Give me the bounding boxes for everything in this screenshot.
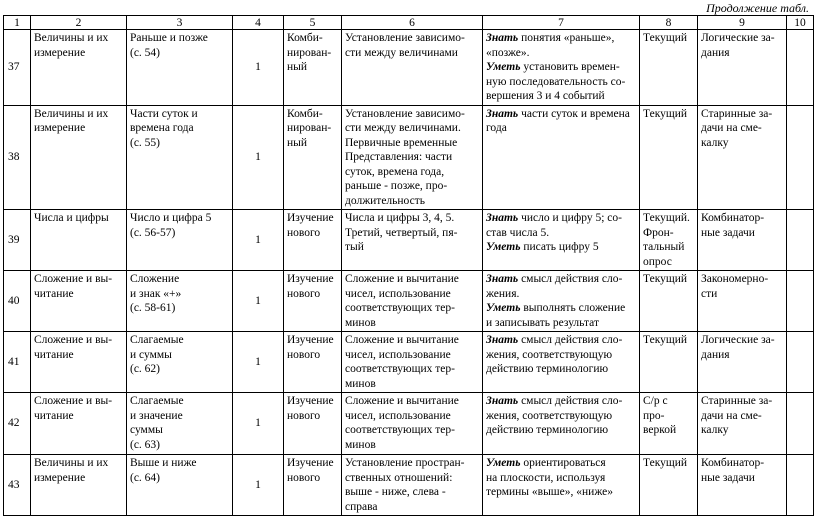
extra-cell-line: Старинные за- bbox=[701, 107, 773, 120]
topic-cell bbox=[127, 393, 233, 455]
topic-cell-line: Части суток и bbox=[130, 107, 198, 120]
content-cell-line: соответствующих тер- bbox=[345, 302, 455, 314]
row-number: 42 bbox=[4, 393, 31, 455]
requirements-cell bbox=[483, 105, 640, 210]
requirements-cell bbox=[483, 271, 640, 332]
section-cell-line: читание bbox=[34, 287, 74, 300]
requirement-text: вершения 3 и 4 событий bbox=[486, 90, 605, 102]
requirement-keyword: Знать bbox=[486, 334, 519, 346]
content-cell bbox=[342, 210, 483, 271]
header-cell-5: 5 bbox=[284, 16, 342, 30]
section-cell-line: Числа и цифры bbox=[34, 212, 109, 224]
control-cell-line: С/р с bbox=[643, 395, 668, 407]
lesson-type-cell-line: ный bbox=[287, 136, 308, 149]
row-number: 41 bbox=[4, 332, 31, 393]
requirement-text: жения, соответствующую bbox=[486, 348, 613, 361]
requirements-cell bbox=[483, 332, 640, 393]
topic-cell bbox=[127, 271, 233, 332]
topic-cell-line: (с. 63) bbox=[130, 438, 161, 451]
requirement-keyword: Уметь bbox=[486, 457, 521, 469]
requirement-text: действию терминологию bbox=[486, 424, 609, 436]
content-cell-line: ственных отношений: bbox=[345, 471, 453, 484]
requirement-text: выполнять сложение bbox=[520, 302, 626, 314]
requirement-text: писать цифру 5 bbox=[520, 241, 599, 253]
row-number: 43 bbox=[4, 455, 31, 516]
content-cell bbox=[342, 30, 483, 106]
content-cell-line: соответствующих тер- bbox=[345, 363, 455, 375]
header-cell-1: 1 bbox=[4, 16, 31, 30]
topic-cell-line: времена года bbox=[130, 122, 194, 134]
requirement-text: на плоскости, используя bbox=[486, 471, 606, 484]
row-number: 38 bbox=[4, 105, 31, 210]
topic-cell-line: Выше и ниже bbox=[130, 457, 197, 469]
lesson-type-cell bbox=[284, 393, 342, 455]
lesson-type-cell-line: Комби- bbox=[287, 32, 323, 44]
topic-cell-line: Раньше и позже bbox=[130, 32, 208, 44]
control-cell-line: Текущий bbox=[643, 273, 688, 285]
hours-cell: 1 bbox=[233, 210, 284, 271]
requirements-line bbox=[486, 121, 636, 136]
requirement-text: число и цифру 5; со- bbox=[518, 212, 622, 224]
content-cell-line: соответствующих тер- bbox=[345, 424, 455, 436]
lesson-type-cell-line: Изучение bbox=[287, 273, 334, 285]
topic-cell-line: (с. 64) bbox=[130, 471, 161, 484]
header-cell-3: 3 bbox=[127, 16, 233, 30]
requirement-keyword: Уметь bbox=[486, 241, 521, 253]
extra-cell-line: ные задачи bbox=[701, 226, 755, 239]
topic-cell-line: и суммы bbox=[130, 348, 172, 361]
extra-cell-line: калку bbox=[701, 424, 729, 436]
extra-cell bbox=[698, 393, 787, 455]
control-cell-line: Текущий bbox=[643, 107, 688, 120]
content-cell bbox=[342, 271, 483, 332]
control-cell-line: Текущий bbox=[643, 32, 688, 44]
section-cell-line: читание bbox=[34, 409, 74, 422]
header-cell-10: 10 bbox=[787, 16, 814, 30]
empty-cell bbox=[787, 210, 814, 271]
topic-cell bbox=[127, 210, 233, 271]
content-cell bbox=[342, 332, 483, 393]
content-cell-line: тый bbox=[345, 241, 364, 253]
section-cell-line: измерение bbox=[34, 46, 86, 59]
extra-cell-line: дачи на сме- bbox=[701, 409, 762, 422]
requirement-keyword: Знать bbox=[486, 107, 519, 120]
requirements-line bbox=[486, 75, 636, 90]
header-cell-8: 8 bbox=[640, 16, 698, 30]
lesson-type-cell-line: нирован- bbox=[287, 46, 332, 59]
hours-cell: 1 bbox=[233, 30, 284, 106]
extra-cell bbox=[698, 332, 787, 393]
requirements-line bbox=[486, 316, 636, 331]
requirement-text: ную последовательность со- bbox=[486, 75, 626, 88]
section-cell-line: Сложение и вы- bbox=[34, 395, 113, 407]
content-cell-line: минов bbox=[345, 377, 376, 390]
lesson-plan-table bbox=[3, 15, 814, 516]
section-cell-line: Величины и их bbox=[34, 457, 109, 469]
section-cell-line: читание bbox=[34, 348, 74, 361]
content-cell-line: суток, времена года, bbox=[345, 165, 445, 178]
empty-cell bbox=[787, 455, 814, 516]
topic-cell bbox=[127, 105, 233, 210]
section-cell bbox=[31, 30, 127, 106]
requirements-line bbox=[486, 301, 636, 316]
requirements-line bbox=[486, 226, 636, 241]
requirements-cell bbox=[483, 393, 640, 455]
header-cell-4: 4 bbox=[233, 16, 284, 30]
section-cell bbox=[31, 271, 127, 332]
requirement-text: ориентироваться bbox=[520, 457, 606, 469]
control-cell-line: Текущий bbox=[643, 457, 688, 469]
requirement-keyword: Уметь bbox=[486, 61, 521, 73]
content-cell-line: Установление зависимо- bbox=[345, 32, 465, 44]
content-cell-line: чисел, использование bbox=[345, 409, 451, 422]
requirement-text: смысл действия сло- bbox=[518, 395, 623, 407]
requirements-line bbox=[486, 287, 636, 302]
hours-cell: 1 bbox=[233, 271, 284, 332]
topic-cell-line: (с. 58-61) bbox=[130, 302, 176, 314]
content-cell-line: сти между величинами bbox=[345, 46, 458, 59]
section-cell bbox=[31, 455, 127, 516]
requirements-line bbox=[486, 333, 636, 348]
requirement-text: части суток и времена bbox=[518, 107, 630, 120]
lesson-type-cell bbox=[284, 210, 342, 271]
requirements-cell bbox=[483, 210, 640, 271]
topic-cell-line: и значение bbox=[130, 409, 183, 422]
content-cell-line: справа bbox=[345, 500, 378, 513]
requirements-line bbox=[486, 485, 636, 500]
lesson-type-cell bbox=[284, 30, 342, 106]
control-cell-line: опрос bbox=[643, 255, 672, 268]
control-cell bbox=[640, 210, 698, 271]
extra-cell-line: калку bbox=[701, 136, 729, 149]
requirement-text: «позже». bbox=[486, 46, 530, 59]
header-cell-6: 6 bbox=[342, 16, 483, 30]
requirements-line bbox=[486, 409, 636, 424]
content-cell bbox=[342, 105, 483, 210]
content-cell-line: минов bbox=[345, 438, 376, 451]
table-row bbox=[4, 210, 814, 271]
requirements-line bbox=[486, 272, 636, 287]
hours-cell: 1 bbox=[233, 393, 284, 455]
control-cell bbox=[640, 271, 698, 332]
requirements-line bbox=[486, 211, 636, 226]
content-cell-line: раньше - позже, про- bbox=[345, 180, 448, 192]
requirement-text: понятия «раньше», bbox=[518, 32, 615, 44]
requirements-line bbox=[486, 107, 636, 122]
content-cell-line: Установление простран- bbox=[345, 457, 465, 469]
content-cell-line: Сложение и вычитание bbox=[345, 395, 459, 407]
lesson-type-cell-line: Комби- bbox=[287, 107, 323, 120]
control-cell bbox=[640, 105, 698, 210]
requirement-keyword: Знать bbox=[486, 32, 519, 44]
content-cell bbox=[342, 393, 483, 455]
requirement-keyword: Знать bbox=[486, 273, 519, 285]
section-cell-line: Сложение и вы- bbox=[34, 334, 113, 346]
empty-cell bbox=[787, 332, 814, 393]
topic-cell-line: Сложение bbox=[130, 273, 180, 285]
content-cell-line: чисел, использование bbox=[345, 287, 451, 300]
empty-cell bbox=[787, 393, 814, 455]
extra-cell bbox=[698, 105, 787, 210]
control-cell-line: веркой bbox=[643, 424, 677, 436]
lesson-type-cell bbox=[284, 271, 342, 332]
extra-cell-line: дания bbox=[701, 46, 730, 59]
hours-cell: 1 bbox=[233, 455, 284, 516]
lesson-type-cell bbox=[284, 332, 342, 393]
requirement-text: жения. bbox=[486, 287, 520, 300]
lesson-type-cell-line: нового bbox=[287, 226, 321, 239]
requirements-line bbox=[486, 46, 636, 61]
lesson-type-cell-line: Изучение bbox=[287, 212, 334, 224]
extra-cell bbox=[698, 271, 787, 332]
control-cell-line: про- bbox=[643, 409, 665, 422]
section-cell bbox=[31, 393, 127, 455]
requirement-keyword: Уметь bbox=[486, 302, 521, 314]
extra-cell-line: Логические за- bbox=[701, 334, 775, 346]
requirements-line bbox=[486, 348, 636, 363]
header-row bbox=[4, 16, 814, 30]
content-cell-line: Сложение и вычитание bbox=[345, 334, 459, 346]
content-cell-line: Третий, четвертый, пя- bbox=[345, 226, 458, 239]
hours-cell: 1 bbox=[233, 105, 284, 210]
section-cell-line: Величины и их bbox=[34, 107, 109, 120]
topic-cell bbox=[127, 455, 233, 516]
extra-cell bbox=[698, 30, 787, 106]
control-cell-line: Текущий. bbox=[643, 212, 690, 224]
topic-cell-line: (с. 56-57) bbox=[130, 226, 176, 239]
table-row bbox=[4, 455, 814, 516]
requirement-keyword: Знать bbox=[486, 212, 519, 224]
extra-cell-line: Старинные за- bbox=[701, 395, 773, 407]
content-cell-line: Представления: части bbox=[345, 151, 453, 163]
requirements-cell bbox=[483, 30, 640, 106]
requirements-line bbox=[486, 456, 636, 471]
content-cell-line: Числа и цифры 3, 4, 5. bbox=[345, 212, 455, 224]
empty-cell bbox=[787, 105, 814, 210]
requirement-text: и записывать результат bbox=[486, 316, 599, 329]
lesson-type-cell bbox=[284, 455, 342, 516]
content-cell-line: минов bbox=[345, 316, 376, 329]
control-cell-line: Фрон- bbox=[643, 226, 674, 239]
content-cell-line: Первичные временные bbox=[345, 136, 458, 149]
requirements-line bbox=[486, 394, 636, 409]
row-number: 40 bbox=[4, 271, 31, 332]
lesson-type-cell-line: ный bbox=[287, 61, 308, 73]
requirement-text: став числа 5. bbox=[486, 226, 550, 239]
table-row bbox=[4, 30, 814, 106]
extra-cell-line: ные задачи bbox=[701, 471, 755, 484]
topic-cell-line: Слагаемые bbox=[130, 334, 184, 346]
topic-cell-line: (с. 54) bbox=[130, 46, 161, 59]
control-cell bbox=[640, 393, 698, 455]
lesson-type-cell-line: Изучение bbox=[287, 395, 334, 407]
table-row bbox=[4, 271, 814, 332]
requirement-text: установить времен- bbox=[520, 61, 620, 73]
requirement-text: года bbox=[486, 122, 507, 134]
table-body bbox=[4, 16, 814, 516]
control-cell bbox=[640, 455, 698, 516]
table-row bbox=[4, 105, 814, 210]
requirement-text: термины «выше», «ниже» bbox=[486, 486, 613, 498]
section-cell-line: Сложение и вы- bbox=[34, 273, 113, 285]
section-cell-line: Величины и их bbox=[34, 32, 109, 44]
lesson-type-cell-line: нового bbox=[287, 471, 321, 484]
extra-cell bbox=[698, 210, 787, 271]
requirements-cell bbox=[483, 455, 640, 516]
extra-cell-line: дания bbox=[701, 348, 730, 361]
requirements-line bbox=[486, 471, 636, 486]
requirement-text: действию терминологию bbox=[486, 363, 609, 375]
control-cell-line: Текущий bbox=[643, 334, 688, 346]
lesson-type-cell-line: Изучение bbox=[287, 457, 334, 469]
topic-cell-line: (с. 62) bbox=[130, 363, 161, 375]
extra-cell-line: Логические за- bbox=[701, 32, 775, 44]
lesson-type-cell-line: нового bbox=[287, 287, 321, 300]
control-cell bbox=[640, 332, 698, 393]
content-cell-line: должительность bbox=[345, 194, 425, 207]
topic-cell-line: Слагаемые bbox=[130, 395, 184, 407]
header-cell-9: 9 bbox=[698, 16, 787, 30]
topic-cell bbox=[127, 332, 233, 393]
content-cell-line: сти между величинами. bbox=[345, 122, 461, 134]
requirements-line bbox=[486, 31, 636, 46]
section-cell bbox=[31, 105, 127, 210]
extra-cell-line: Комбинатор- bbox=[701, 212, 765, 224]
requirement-text: смысл действия сло- bbox=[518, 273, 623, 285]
requirement-text: жения, соответствующую bbox=[486, 409, 613, 422]
lesson-type-cell-line: Изучение bbox=[287, 334, 334, 346]
topic-cell bbox=[127, 30, 233, 106]
topic-cell-line: Число и цифра 5 bbox=[130, 212, 212, 224]
section-cell-line: измерение bbox=[34, 471, 86, 484]
lesson-type-cell-line: нового bbox=[287, 348, 321, 361]
extra-cell-line: Комбинатор- bbox=[701, 457, 765, 469]
table-row bbox=[4, 332, 814, 393]
row-number: 37 bbox=[4, 30, 31, 106]
control-cell-line: тальный bbox=[643, 241, 685, 253]
requirements-line bbox=[486, 423, 636, 438]
empty-cell bbox=[787, 271, 814, 332]
control-cell bbox=[640, 30, 698, 106]
header-cell-2: 2 bbox=[31, 16, 127, 30]
topic-cell-line: (с. 55) bbox=[130, 136, 161, 149]
extra-cell-line: дачи на сме- bbox=[701, 122, 762, 134]
table-row bbox=[4, 393, 814, 455]
extra-cell bbox=[698, 455, 787, 516]
header-cell-7: 7 bbox=[483, 16, 640, 30]
table-caption: Продолжение табл. bbox=[706, 1, 809, 15]
requirements-line bbox=[486, 240, 636, 255]
content-cell-line: выше - ниже, слева - bbox=[345, 486, 446, 498]
section-cell bbox=[31, 210, 127, 271]
extra-cell-line: Закономерно- bbox=[701, 273, 769, 285]
requirements-line bbox=[486, 89, 636, 104]
requirement-text: смысл действия сло- bbox=[518, 334, 623, 346]
section-cell bbox=[31, 332, 127, 393]
content-cell bbox=[342, 455, 483, 516]
lesson-type-cell-line: нирован- bbox=[287, 122, 332, 134]
requirements-line bbox=[486, 362, 636, 377]
section-cell-line: измерение bbox=[34, 122, 86, 134]
lesson-type-cell-line: нового bbox=[287, 409, 321, 422]
lesson-type-cell bbox=[284, 105, 342, 210]
content-cell-line: Сложение и вычитание bbox=[345, 273, 459, 285]
content-cell-line: чисел, использование bbox=[345, 348, 451, 361]
requirement-keyword: Знать bbox=[486, 395, 519, 407]
topic-cell-line: и знак «+» bbox=[130, 287, 182, 300]
row-number: 39 bbox=[4, 210, 31, 271]
extra-cell-line: сти bbox=[701, 287, 718, 300]
empty-cell bbox=[787, 30, 814, 106]
hours-cell: 1 bbox=[233, 332, 284, 393]
content-cell-line: Установление зависимо- bbox=[345, 107, 465, 120]
topic-cell-line: суммы bbox=[130, 424, 163, 436]
requirements-line bbox=[486, 60, 636, 75]
